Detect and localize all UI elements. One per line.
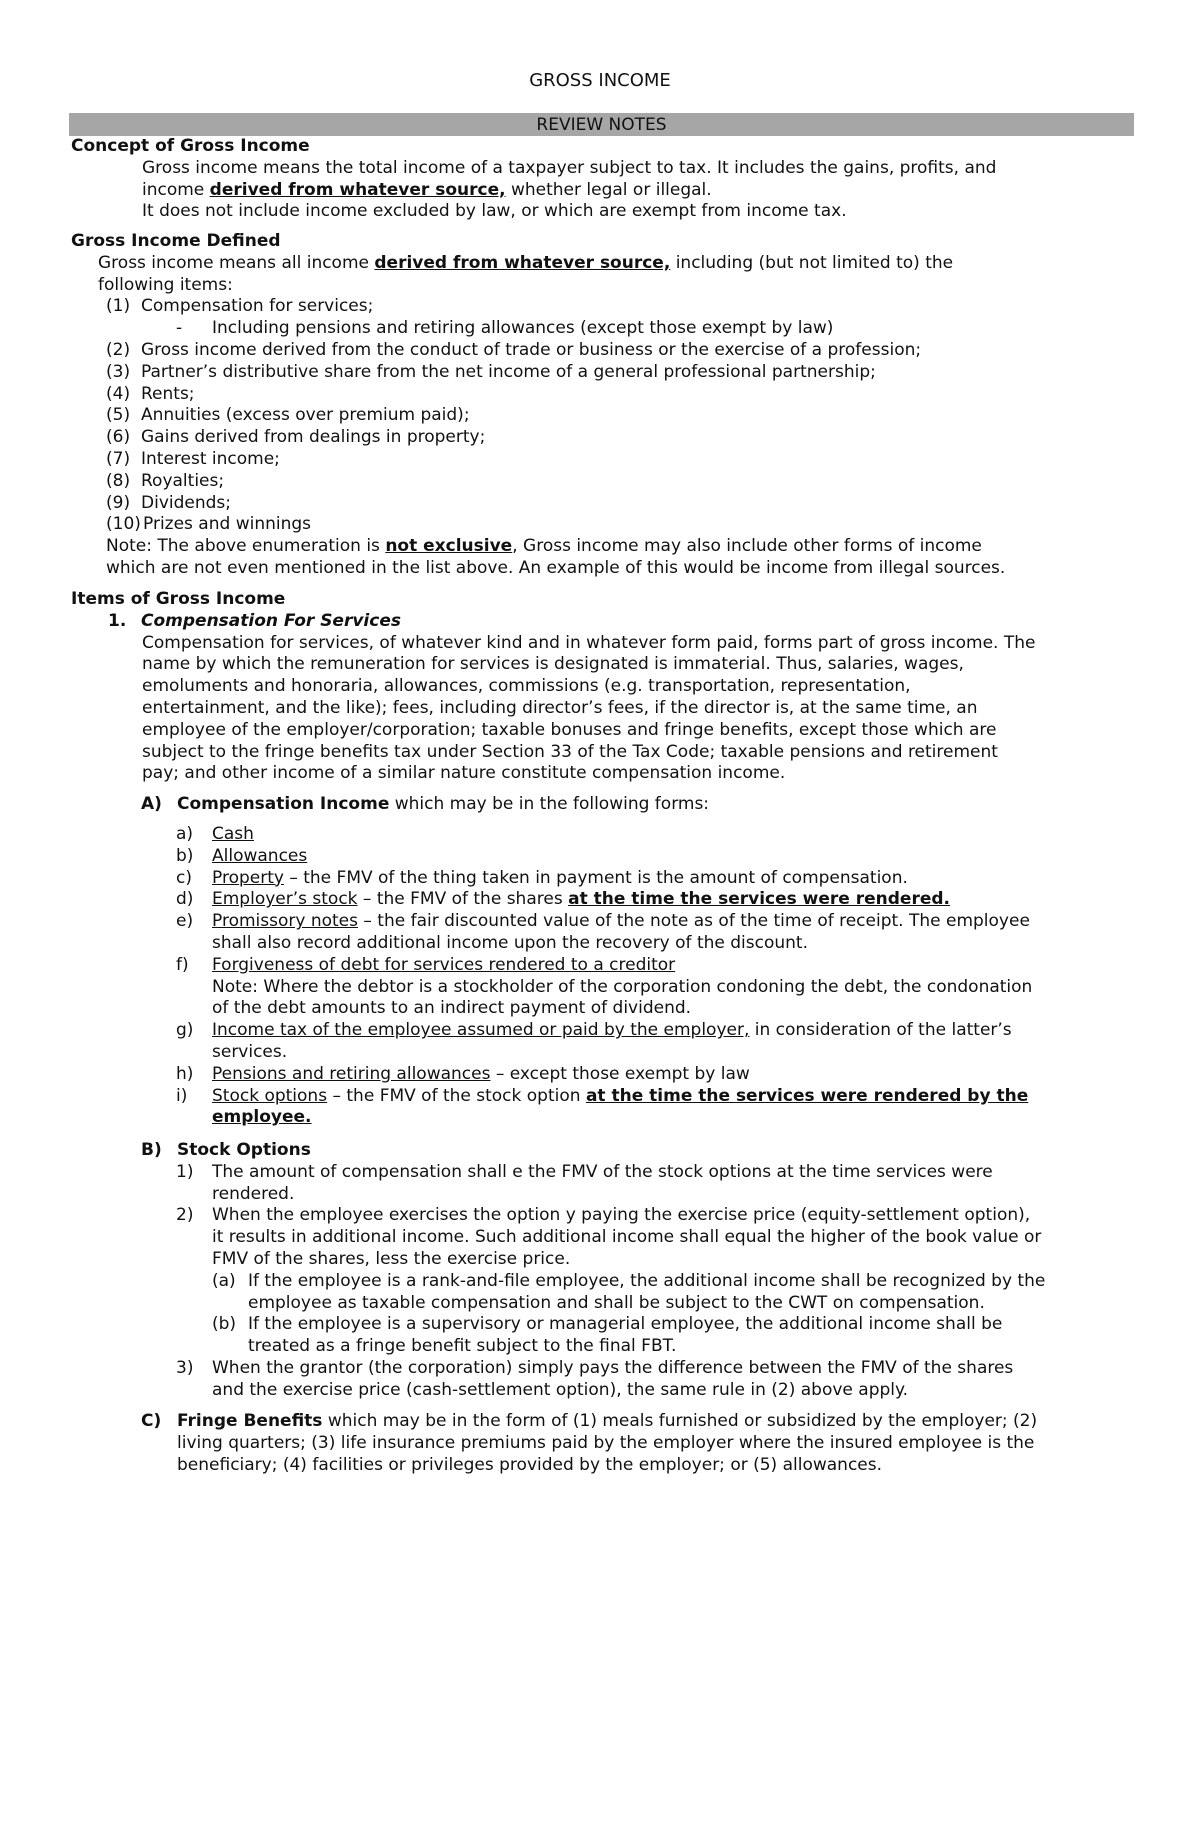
subsection-title: C) Fringe Benefits which may be in the form of (1) meals furnished or subsidized by the employer; (2) (141, 1411, 1038, 1431)
list-subitem: - Including pensions and retiring allowances (except those exempt by law) (176, 318, 834, 339)
compensation-income-section (0, 794, 1200, 816)
paragraph-line: pay; and other income of a similar nature constitute compensation income. (142, 763, 786, 784)
paragraph-line: Compensation for services, of whatever kind and in whatever form paid, forms part of gross income. The (142, 632, 1036, 653)
list-item: a) Cash (176, 824, 254, 844)
list-item-cont: it results in additional income. Such additional income shall equal the higher of the book value or (212, 1227, 1042, 1248)
fringe-benefits-section (0, 1411, 1200, 1476)
list-item-cont: services. (212, 1041, 288, 1062)
concept-heading: Concept of Gross Income (71, 136, 310, 156)
defined-section (0, 231, 1200, 580)
concept-section (0, 136, 1200, 223)
list-item: c) Property – the FMV of the thing taken in payment is the amount of compensation. (176, 867, 908, 888)
subsection-title: B) Stock Options (141, 1140, 311, 1160)
paragraph-line: beneficiary; (4) facilities or privileges provided by the employer; or (5) allowances. (177, 1454, 883, 1475)
defined-heading: Gross Income Defined (71, 231, 281, 251)
list-item: 1) The amount of compensation shall e the FMV of the stock options at the time services were (176, 1161, 993, 1182)
list-item: (4) Rents; (106, 383, 195, 404)
paragraph-line: emoluments and honoraria, allowances, commissions (e.g. transportation, representation, (142, 676, 911, 697)
items-heading: Items of Gross Income (71, 589, 286, 609)
emphasis-text: derived from whatever source, (209, 179, 506, 200)
concept-line: It does not include income excluded by law, or which are exempt from income tax. (142, 201, 847, 222)
defined-line: Gross income means all income derived from whatever source, including (but not limited to) the (98, 252, 954, 273)
list-item: (5) Annuities (excess over premium paid); (106, 405, 470, 426)
note-line: which are not even mentioned in the list above. An example of this would be income from illegal sources. (106, 557, 1006, 578)
concept-line: income derived from whatever source, whether legal or illegal. (142, 179, 712, 200)
list-item: (2) Gross income derived from the conduct of trade or business or the exercise of a profession; (106, 339, 922, 360)
list-item: (7) Interest income; (106, 448, 280, 469)
list-item: e) Promissory notes – the fair discounted value of the note as of the time of receipt. The employee (176, 911, 1030, 932)
list-item: g) Income tax of the employee assumed or paid by the employer, in consideration of the latter’s (176, 1020, 1012, 1041)
list-item: b) Allowances (176, 845, 308, 866)
paragraph-line: entertainment, and the like); fees, including director’s fees, if the director is, at the same time, an (142, 697, 978, 718)
paragraph-line: living quarters; (3) life insurance premiums paid by the employer where the insured employee is the (177, 1432, 1035, 1453)
section-title: 1. Compensation For Services (108, 610, 401, 631)
list-item: f) Forgiveness of debt for services rendered to a creditor (176, 954, 676, 975)
list-item-cont: employee as taxable compensation and shall be subject to the CWT on compensation. (248, 1292, 985, 1313)
list-item-cont: employee. (212, 1107, 312, 1128)
list-item: d) Employer’s stock – the FMV of the shares at the time the services were rendered. (176, 889, 950, 910)
list-subitem: (a) If the employee is a rank-and-file employee, the additional income shall be recognized by the (212, 1270, 1046, 1291)
compensation-forms-list (0, 824, 1200, 1129)
review-notes-banner: REVIEW NOTES (69, 113, 1134, 136)
list-item-cont: Note: Where the debtor is a stockholder of the corporation condoning the debt, the condonation (212, 976, 1033, 997)
list-item-cont: FMV of the shares, less the exercise price. (212, 1248, 571, 1269)
list-item: (1) Compensation for services; (106, 296, 374, 317)
page-title: GROSS INCOME (529, 70, 671, 91)
list-subitem: (b) If the employee is a supervisory or managerial employee, the additional income shall be (212, 1314, 1003, 1335)
list-item-cont: shall also record additional income upon the recovery of the discount. (212, 932, 808, 953)
note-line: Note: The above enumeration is not exclusive, Gross income may also include other forms of income (106, 536, 982, 557)
subsection-title: A) Compensation Income which may be in the following forms: (141, 794, 710, 814)
list-item: (8) Royalties; (106, 470, 225, 491)
list-item: (9) Dividends; (106, 492, 231, 513)
list-item: 2) When the employee exercises the option y paying the exercise price (equity-settlement option), (176, 1205, 1031, 1226)
paragraph-line: name by which the remuneration for services is designated is immaterial. Thus, salaries, wages, (142, 654, 964, 675)
list-item-cont: and the exercise price (cash-settlement option), the same rule in (2) above apply. (212, 1379, 909, 1400)
list-item: 3) When the grantor (the corporation) simply pays the difference between the FMV of the shares (176, 1357, 1014, 1378)
list-item: (3) Partner’s distributive share from the net income of a general professional partnership; (106, 361, 876, 382)
list-item: i) Stock options – the FMV of the stock option at the time the services were rendered by the (176, 1085, 1029, 1106)
list-item-cont: rendered. (212, 1183, 295, 1204)
list-item: (10) Prizes and winnings (106, 514, 312, 535)
list-item: h) Pensions and retiring allowances – except those exempt by law (176, 1063, 750, 1084)
paragraph-line: employee of the employer/corporation; taxable bonuses and fringe benefits, except those which are (142, 719, 997, 740)
list-item-cont: of the debt amounts to an indirect payment of dividend. (212, 998, 692, 1019)
stock-options-section (0, 1140, 1200, 1402)
list-item: (6) Gains derived from dealings in property; (106, 427, 486, 448)
items-section (0, 589, 1200, 785)
concept-line: Gross income means the total income of a taxpayer subject to tax. It includes the gains, profits, and (142, 157, 997, 178)
paragraph-line: subject to the fringe benefits tax under Section 33 of the Tax Code; taxable pensions and retirement (142, 741, 998, 762)
emphasis-text: not exclusive (385, 536, 513, 557)
defined-line: following items: (98, 274, 233, 295)
emphasis-text: derived from whatever source, (374, 252, 671, 273)
list-item-cont: treated as a fringe benefit subject to the final FBT. (248, 1336, 677, 1357)
